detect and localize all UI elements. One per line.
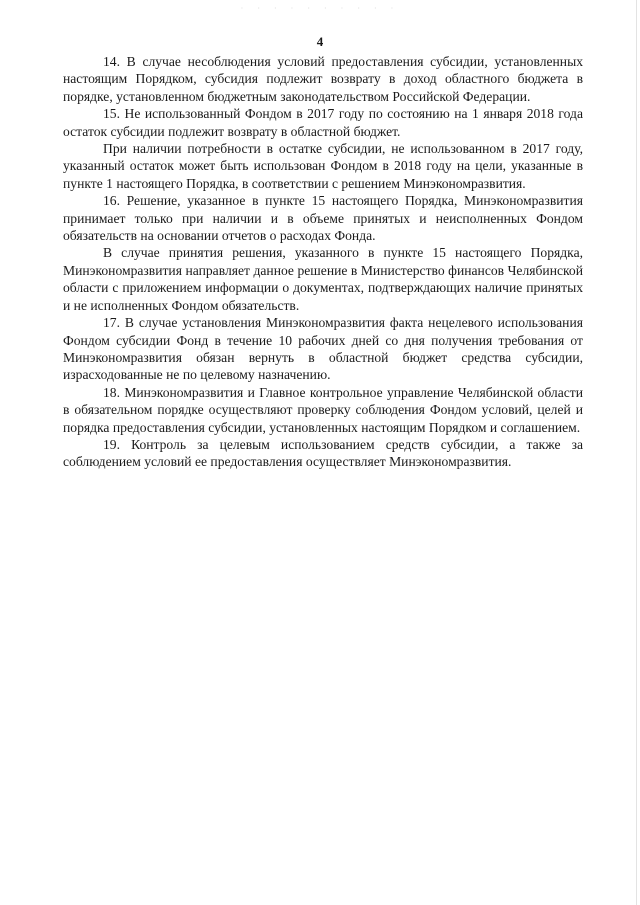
paragraph-17: 17. В случае установления Минэкономразвития факта нецелевого использования Фондом субсидии Фонд в течение 10 рабочих дней со дня получения требования от Минэкономразвития обязан вернуть в областной бюджет средства субсидии, израсходованные не по целевому назначению. xyxy=(63,315,583,383)
paragraph-15-continuation: При наличии потребности в остатке субсидии, не использованном в 2017 году, указанный остаток может быть использован Фондом в 2018 году на цели, указанные в пункте 1 настоящего Порядка, в соответствии с решением Минэкономразвития. xyxy=(63,141,583,191)
scan-edge-line xyxy=(636,0,637,905)
scan-artifact: · · · · · · · · · · xyxy=(240,4,400,13)
paragraph-19: 19. Контроль за целевым использованием средств субсидии, а также за соблюдением условий ее предоставления осуществляет Минэкономразвития. xyxy=(63,436,583,470)
paragraph-18: 18. Минэкономразвития и Главное контрольное управление Челябинской области в обязательном порядке осуществляют проверку соблюдения Фондом условий, целей и порядка предоставления субсидии, установленных настоящим Порядком и соглашением. xyxy=(63,384,583,435)
paragraph-16: 16. Решение, указанное в пункте 15 настоящего Порядка, Минэкономразвития принимает только при наличии и в объеме принятых и неисполненных Фондом обязательств на основании отчетов о расходах Фонда. xyxy=(63,193,583,244)
paragraph-15: 15. Не использованный Фондом в 2017 году по состоянию на 1 января 2018 года остаток субсидии подлежит возврату в областной бюджет. xyxy=(63,106,583,139)
paragraph-14: 14. В случае несоблюдения условий предоставления субсидии, установленных настоящим Порядком, субсидия подлежит возврату в доход областного бюджета в порядке, установленном бюджетным законодательством Российской Федерации. xyxy=(63,54,583,104)
document-body xyxy=(63,53,583,471)
paragraph-16-continuation: В случае принятия решения, указанного в пункте 15 настоящего Порядка, Минэкономразвития направляет данное решение в Министерство финансов Челябинской области с приложением информации о документах, подтверждающих наличие принятых и не исполненных Фондом обязательств. xyxy=(63,245,583,313)
page-number: 4 xyxy=(316,34,324,49)
